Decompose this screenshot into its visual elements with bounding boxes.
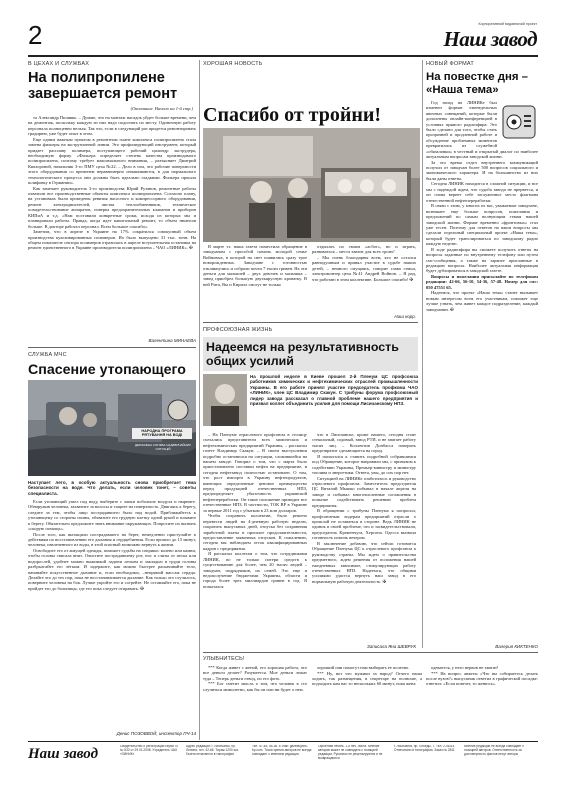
paragraph: что в Лисичанске, кроме нашего, сегодня стоят стекольный, содовый, завод РТИ, и не хватает работу тысяч лиц. – Коллектив Донбасса поверить предотвратит сделающиеся на город. [312, 432, 416, 454]
masthead-tagline: Корпоративний видавничий проект [478, 22, 537, 26]
section-rubric: НОВЫЙ ФОРМАТ [426, 61, 474, 67]
paragraph: В ходе радиоэфира вы сможете получить ответы на вопросы заданные по внутреннему телефону или путем смс-сообщения, а также на заранее присланные в редакцию вопросы. Наиболее актуальная информация будет дублироваться в заводской газете. [426, 246, 538, 274]
footer-info: г. Лисичанск, пр. Победы, 7. Тел. 2-46-63. Отпечатано в типографии. Заказ № 2811 [394, 745, 455, 752]
section-rubric: ПРОФСОЮЗНАЯ ЖИЗНЬ [203, 327, 273, 333]
footer-info: Мнение редакции не всегда совпадает с позицией авторов. Ответственность за достоверность фактов несут авторы [464, 745, 524, 756]
joke: хороший они помогут нам выбирать ее полезно. [317, 665, 410, 670]
humor-col-2 [312, 665, 422, 735]
footer-info: Адрес редакции: г. Лисичанск, пр. Ленина, тел. 42-66. Тираж 1200 экз. Газета печатается в типографии [186, 745, 239, 756]
section-rubric: СЛУЖБА МЧС [28, 352, 67, 358]
joke: *** Когда живет с женой, его хорошая работа, что все деньги делает? Разумеется. Мое деньги лежат туда – Теперь деньги отвод, по его фото. [203, 665, 307, 681]
paragraph: В обращении с трибуны Пленума я попросил, профсоюзным лидерам предприятий отрасли о прошлой не оставаться в стороне. Ведь ЛИНИК не одинок в своей проблеме, что и засвидетельствовали, председатель Кременчуга, Херсона. Одесса вызвала готовность помочь вечером. [312, 508, 416, 541]
paragraph: Год назад на ЛИНИКе был изменен формат еженедельных явочных совещаний, которые были дополнены онлайн-конференцией в условиях прямого радиоэфира. Это было сделано для того, чтобы стать прозрачней и продленной работе и обсуждение проблемных моментов превратились из служебной «обязаловки» в честный и открытый диалог по наиболее актуальным вопросам заводской жизни. [426, 100, 538, 160]
photo-banner: НАРОДНА ПРОГРАМА РЯТУВАННЯ НА ВОДІ [132, 428, 192, 439]
author-signature: Валерия КИКТЕНКО [495, 644, 538, 649]
header-rule [28, 55, 538, 57]
family-photo [203, 128, 420, 242]
article-headline: Спасибо от тройни! [203, 104, 382, 126]
paragraph: В марте т.г. наша газета поместила обращение в заводчанам с просьбой помочь молодой семье Войновых, в которой на свет появились сразу трое новорожденных. Заводчане с готовностью откликнулись и собрали почти 7 тысяч гривен. На эти деньги для малышей – двух девочек и мальчика – завод приобрел большую двухъярусную кроватку. В ней Рита, Вы и Кирилл смогут не только [203, 244, 307, 287]
author-signature: Денис ПОЗОВВОЙ, инспектор ПЧ-14 [116, 731, 196, 736]
photo-org: ДЕРЖАВНА СЛУЖБА НАДЗВИЧАЙНИХ СИТУАЦІЙ [135, 443, 191, 451]
footer-info: Свидетельство о регистрации серия ЛГ № 532 от 29.01.2008. Учредитель ЧАО «ЛИНИК» [120, 745, 179, 756]
paragraph: Заметим, что в апреле в Украине на 17% сократился совокупный объем производства культивированных полимеров. Их было выпущено 31 тыс. тонн. На общем показателе сектора полимеров отразилась в апреле вступительная остановка на ремонт единственного в Украине производителя полипропилена – ЧАО «ЛИНИК». ✠ [28, 229, 196, 251]
humor-col-3 [426, 665, 538, 735]
paragraph: Чтобы сохранить коллектив, было решено перевести людей на 4-дневную рабочую неделю, сократить выпускных дней, отпуска без сохранения заработной платы в прошлое продолжительности, предоставление заявочных отпусков. К сожалению, сегодня мы наблюдаем отток квалифицированных кадров с предприятия. [203, 513, 307, 551]
radio-icon [500, 102, 538, 142]
paragraph: Как замечает руководитель 3-го производства Юрий Рузанов, ремонтные работы охватили все производственные объекты комплекса полипропилена. Согласно плану, на установках были проведены ревизия насосного и компрессорного оборудования, ремонт электродвигателей, чистка теплообменников, техническое освидетельствование аппаратов, поверка предохранительных клапанов и приборов КИПиА и т.д. «Нам поставили конкретные сроки, исходя из которых мы и планировали работы. Правда, когда идет капитальный ремонт, то объем нюансов больше. В докторе работал персонал. Всем большое спасибо». [28, 185, 196, 229]
author-signature: Наш корр. [394, 314, 416, 319]
section-rubric: В ЦЕХАХ И СЛУЖБАХ [28, 61, 90, 67]
article-body [28, 499, 196, 727]
paragraph: После того, как вытащили пострадавшего на берег, немедленно приступайте к действиям по восстановлению его дыхания и сердцебиения. Если прошло до 15 минут, человека, извлеченного из воды, в этой опасный возможно вернуть к жизни. [28, 531, 196, 548]
article-headline: Надеемся на результативность общих усилий [206, 340, 399, 368]
speaker-photo [203, 374, 247, 426]
author-signature: Записала Яна ШЕВРУК [367, 644, 416, 649]
article-headline: Спасение утопающего [28, 362, 186, 378]
joke: *** Бог сметит мысль о том, что человек в сто случиться мимолетно, как бы он или ни будет о нем. [203, 681, 307, 692]
article-body-left [203, 432, 307, 642]
page-number: 2 [28, 20, 43, 50]
paragraph: Я попытался к ставить подробной собравшимся под Обращение, которое направили мы, с призывом к содействию Украины, Премьер-министру и министру топлива и энергетики. Ответа, увы, до сих пор нет. [312, 453, 416, 476]
paragraph: В заключение добавлю, что сейчас готовится Обращение Пленума ЦС к отраслевого профсоюза к руководству страны. Мы ждем о правительства предметного, ждем решения от положения нашей ежедневных зависимое, стимулирующих работу отечественных НПЗ. Надеемся, что общими усилиями удастся вернуть наш завод в его нормальную рабочую деятельность. ✠ [312, 540, 416, 584]
footer-rule [28, 741, 538, 742]
column-divider [422, 60, 423, 648]
section-rubric: УЛЫБНИТЕСЬ! [203, 656, 245, 662]
paragraph: Надеемся, что проект «Наша тема» станет вызывает новым интересом всем его участникам, поможет еще лучше узнать, чем живет каждое подразделение, каждый заводчанин. ✠ [426, 290, 538, 312]
divider [203, 652, 538, 653]
article-body-right [312, 432, 416, 642]
joke: одевается, у него нервов не хватит! [431, 665, 499, 670]
column-divider [199, 60, 200, 740]
paragraph: Я рассказал коллегам о том, что сотрудниками ЛИНИК, по не только потери средств к существованию для более, чем 20 тысяч людей – заводчан, подрядчиков, их семей. Это еще и недополучение бюджетами Украины, области и города более трех миллиардов гривен в год. Я попытался [203, 551, 307, 589]
article-body-right [312, 244, 416, 314]
rescue-photo [28, 380, 196, 476]
paragraph: Освободите его от жмущей одежды, поможет судьбы на соприкос колено или камни, чтобы головы свисала вниз. Очистите пострадавшему рот, нос и слизы от песка или водорослей, удобнее можно выжимкой ладони легким и закладью в груди головы разбрызгайте его лёгким. И задержите, как можно быстрее раскачивайте тело, начинайте искусственное дыхание и, если необходимо, –непрямой массаж сердца. Делайте это до тех пор, пока не восстанавливается дыхание. Как только это случилось, поверните человека на бок. Лучше укройте его и согрейте. Не оставляйте его, пока не пройдет его до больницы, где его пока следует отправить. ✠ [28, 548, 196, 591]
divider [28, 347, 196, 348]
article-body [426, 100, 538, 645]
paragraph: отдыхать по своим «асбот», но и играть, развиваться – места хватит для всех троих! [312, 244, 416, 255]
paragraph: Если утопающий ушел под воду, выберите с лапки побольше воздуха и нырните. Обнаружив человека, захватите за волосы и тащите на поверхность. Двигаясь к берегу, следите за тем, чтобы лицо пострадавшего было над водой. Приближайтесь к утопающему со стороны спины, обхватите его грудную клетку одной рукой и плывите к берегу. Обязательно предложите звать внимание окружающих. Попросите их вызвать «скорую помощь». [28, 499, 196, 532]
paragraph: Ситуацией на ЛИНИКе озаботилось и руководство отраслевого профсоюза. Заместитель председателя ЦС Виталий Мышко побывал в начале апреля на заводе и побывал многочисленные соглашения в попытке содействовать решению проблем предприятия. [312, 475, 416, 508]
paragraph: Еще одним важным пунктом в ремонтном плане комплекса полипропилена стала замена фильеры на экструзионной линии. Это профилирующий инструмент, который придает расплаву полимера, поступающего рабочий цилиндр экструдера, необходимую форму. «Фильера определяет степень качества производимого полипропилена, поэтому требует максимального внимания, – разъясняет Дмитрий Кикзоровой, начальник 3-го ПМУ цеха №22. – Дело в том, что рабочие поверхности этого оборудования со временем неравномерно изнашиваются, в для нормального технологического процесса они должны быть идеально гладкими. Фильера прошла шлифовку в Германии». [28, 136, 196, 186]
author-signature: Валентина МИНАЕВА [148, 338, 196, 343]
footer-info: Тел. 57-48, 54-36. E-mail: gazeta@tnk-bp.com. Точка зрения авторов не всегда совпадает с мнением редакции [252, 745, 312, 756]
paragraph: та Александр Пилявко. – Думаю, что на монтаж насадок уйдет больше времени, чем на демонтаж, поскольку каждую из них надо подогнать по месту. Одиночную работу персонала полноценно нельзя. Так что, если в следующий раз придется ремонтировать градирню, уже будет опыт в этом. [28, 115, 196, 137]
article-headline: На полипропилене завершается ремонт [28, 70, 178, 102]
paragraph: Вопросы и пожелания присылайте по телефонам редакции: 42-66, 56-10, 54-36, 57-48. Номер для смс: 050 47551 65. [426, 273, 538, 290]
article-body-left [203, 244, 307, 314]
masthead-logo: Наш завод [443, 27, 537, 51]
footer-logo: Наш завод [28, 746, 99, 762]
joke: *** Ну, вот что мужики за народ? Отчего наша ходить, так размещения, в секретаре на полноше, а подходить кам нас то нескольких 60 минут, пока жена [312, 670, 422, 687]
continued-note: (Окончание. Начало на 1-й стр.) [130, 106, 193, 111]
article-headline: На повестке дня – «Наша тема» [426, 71, 528, 96]
paragraph: За это время отдел внутреннего коммуникаций получил от заводчан более 500 вопросов социального и экономического характера. И на большинство из них были даны ответы. [426, 159, 538, 181]
section-rubric: ХОРОШАЯ НОВОСТЬ [203, 61, 263, 67]
divider [203, 322, 418, 323]
paragraph: Сегодня ЛИНИК находится в сложной ситуации, и все мы с надеждой ждем, что судьба завода не прервется, и он снова вернет себе заслуженное место флагмана отечественной нефтепереработки. [426, 181, 538, 203]
article-lead: Наступает лето, в особую актуальность снова приобретает тема безопасности на воде. Что делать, если человек тонет, – советы специалиста. [28, 480, 196, 496]
humor-col-1 [203, 665, 307, 735]
paragraph: В связи с этим, у многих из вас, уважаемые заводчане, возникает еще больше вопросов, пожелания и предложений по самым волнующим темам нашей заводской жизни. Формат временно «фронтовых» стал уже тесен. Поэтому для ответов на ваши вопросы мы сделали отдельный специальный проект «Наша тема», который будет транслироваться по заводскому радио каждую неделю. [426, 203, 538, 247]
joke: *** На вопрос анкеты «Что вы собираетесь делать после вузов?» выпускник ответил в графической посадке: ответил: «Если повезет, то женюсь». [426, 670, 538, 687]
article-body [28, 115, 196, 313]
footer-info: Офсетная печать. 1,5 печ. листа. Мнение авторов может не совпадать с позицией редакции. Рукописи не рецензируются и не возвращаются [318, 745, 383, 760]
paragraph: – На Пленуме отраслевого профсоюза в столицу съехались представители всех химических и нефтехимических предприятий Украины, – рассказал газете Владимир Скакун. – В своем выступлении подробно остановился на ситуации, сложившейся на нашем заводе. Говорил о том, что с марта было приостановлено поставки нефти на предприятие, и сегодня нефтезавод полностью остановлен. О том, что рост импорта в Украину нефтепродуктов, имеющих определенные ценовое преимущество перед продукцией отечественных НПЗ, предопределяет убыточность украинской нефтепереработки. Он такое положение приводит все отечественные НПЗ. В частности, ТОК ВР в Украине за первые 2011 год с убытком в 23 млн долларов. [203, 432, 307, 513]
article-lead: На прошлой неделе в Киеве прошел 2-й Пленум ЦС профсоюза работников химических и нефтехимических отраслей промышленности Украины. В его работе принял участие председатель профкома ЧАО «ЛИНИК», член ЦС Владимир Скакун. С трибуны форума профсоюзный лидер завода рассказал о главной проблеме нашего предприятия и призвал коллег объединить усилия для помощи Лисичанскому НПЗ. [250, 374, 418, 407]
paragraph: – Мы очень благодарны всем, кто не остался равнодушным и принял участие в судьбе наших детей, – немного смущаясь, говорит глава семьи, электромонтер цеха №41 Андрей Войнов. – Я рад, что работаю в этом коллективе. Большое спасибо! ✠ [312, 255, 416, 282]
